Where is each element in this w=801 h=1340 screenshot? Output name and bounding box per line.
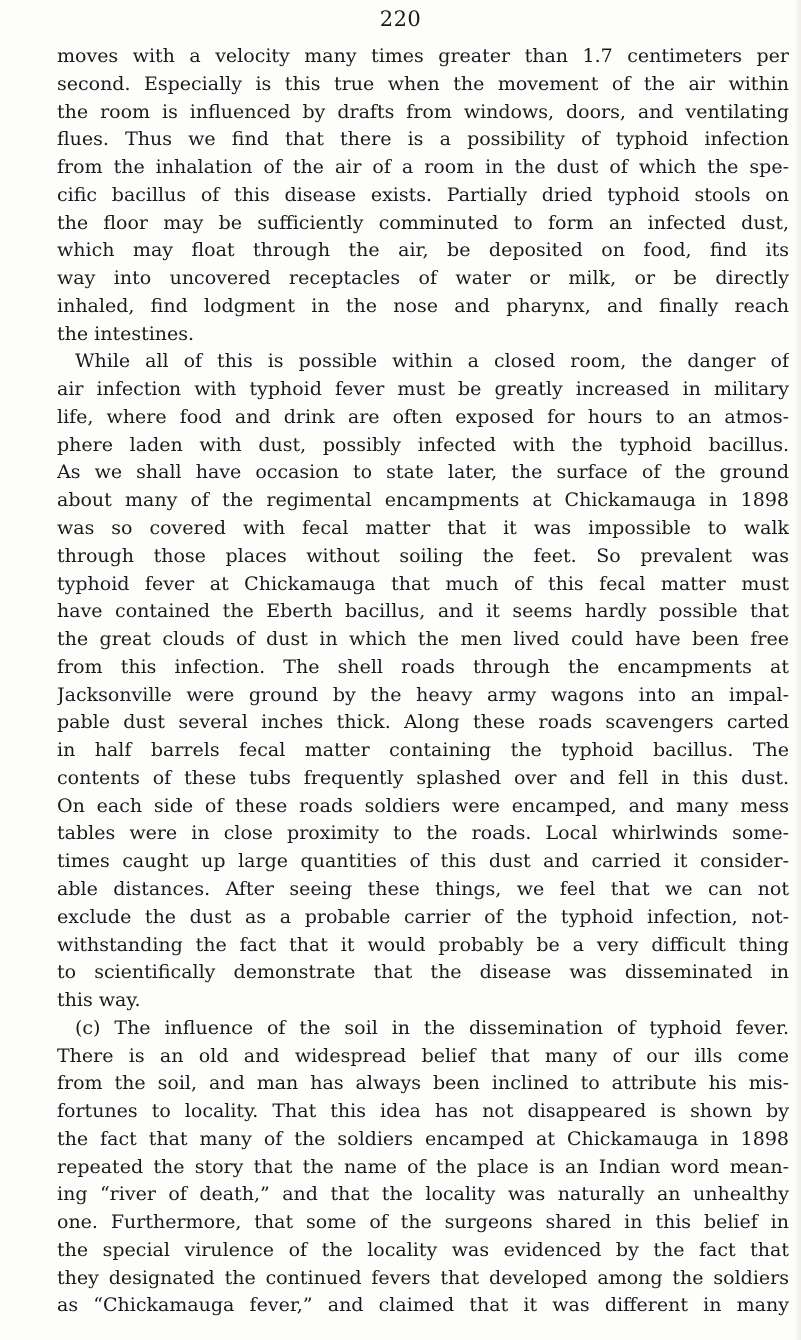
text-line: way into uncovered receptacles of water or milk, or be directly	[57, 267, 789, 290]
text-line: life, where food and drink are often exposed for hours to an atmos-	[57, 405, 789, 428]
text-line: through those places without soiling the feet. So prevalent was	[57, 544, 789, 567]
text-line: in half barrels fecal matter containing the typhoid bacillus. The	[57, 739, 789, 762]
text-line: one. Furthermore, that some of the surgeons shared in this belief in	[57, 1211, 789, 1234]
text-line: the floor may be sufficiently comminuted to form an infected dust,	[57, 211, 789, 234]
text-line: On each side of these roads soldiers were encamped, and many mess	[57, 794, 789, 817]
text-line: phere laden with dust, possibly infected with the typhoid bacillus.	[57, 433, 789, 456]
text-line: about many of the regimental encampments at Chickamauga in 1898	[57, 489, 789, 512]
text-line: as “Chickamauga fever,” and claimed that it was different in many	[57, 1294, 789, 1317]
text-line: times caught up large quantities of this dust and carried it consider-	[57, 850, 789, 873]
text-line: inhaled, find lodgment in the nose and pharynx, and finally reach	[57, 294, 789, 317]
text-line: the great clouds of dust in which the men lived could have been free	[57, 628, 789, 651]
text-line: flues. Thus we find that there is a possibility of typhoid infection	[57, 128, 789, 151]
body-text	[57, 43, 789, 1320]
text-line: exclude the dust as a probable carrier of the typhoid infection, not-	[57, 905, 789, 928]
text-line: from the soil, and man has always been inclined to attribute his mis-	[57, 1072, 789, 1095]
text-line: (c) The influence of the soil in the dissemination of typhoid fever.	[75, 1016, 789, 1039]
text-line: which may float through the air, be deposited on food, find its	[57, 239, 789, 262]
text-line: fortunes to locality. That this idea has not disappeared is shown by	[57, 1100, 789, 1123]
text-line: to scientifically demonstrate that the disease was disseminated in	[57, 961, 789, 984]
text-line: tables were in close proximity to the roads. Local whirlwinds some-	[57, 822, 789, 845]
text-line: withstanding the fact that it would probably be a very difficult thing	[57, 933, 789, 956]
text-line: cific bacillus of this disease exists. Partially dried typhoid stools on	[57, 183, 789, 206]
text-line: typhoid fever at Chickamauga that much of this fecal matter must	[57, 572, 789, 595]
text-line: the room is influenced by drafts from windows, doors, and ventilating	[57, 100, 789, 123]
text-line: this way.	[57, 989, 141, 1012]
text-line: second. Especially is this true when the movement of the air within	[57, 72, 789, 95]
text-line: have contained the Eberth bacillus, and it seems hardly possible that	[57, 600, 789, 623]
text-line: from the inhalation of the air of a room in the dust of which the spe-	[57, 156, 789, 179]
text-line: was so covered with fecal matter that it was impossible to walk	[57, 517, 789, 540]
text-line: moves with a velocity many times greater than 1.7 centimeters per	[57, 45, 789, 67]
text-line: from this infection. The shell roads through the encampments at	[57, 655, 789, 678]
text-line: While all of this is possible within a closed room, the danger of	[75, 350, 789, 373]
text-line: the intestines.	[57, 322, 195, 345]
text-line: contents of these tubs frequently splashed over and fell in this dust.	[57, 766, 789, 789]
text-line: repeated the story that the name of the place is an Indian word mean-	[57, 1155, 789, 1178]
text-line: Jacksonville were ground by the heavy army wagons into an impal-	[57, 683, 789, 706]
text-line: As we shall have occasion to state later, the surface of the ground	[57, 461, 789, 484]
text-line: There is an old and widespread belief that many of our ills come	[57, 1044, 789, 1067]
page-edge-shadow	[795, 0, 801, 1340]
text-line: the special virulence of the locality was evidenced by the fact that	[57, 1238, 789, 1261]
page-number: 220	[379, 7, 422, 31]
text-line: air infection with typhoid fever must be greatly increased in military	[57, 378, 789, 401]
text-line: able distances. After seeing these things, we feel that we can not	[57, 877, 789, 900]
text-line: pable dust several inches thick. Along these roads scavengers carted	[57, 711, 789, 734]
text-line: they designated the continued fevers that developed among the soldiers	[57, 1266, 789, 1289]
text-line: ing “river of death,” and that the locality was naturally an unhealthy	[57, 1183, 789, 1206]
text-line: the fact that many of the soldiers encamped at Chickamauga in 1898	[57, 1127, 789, 1150]
